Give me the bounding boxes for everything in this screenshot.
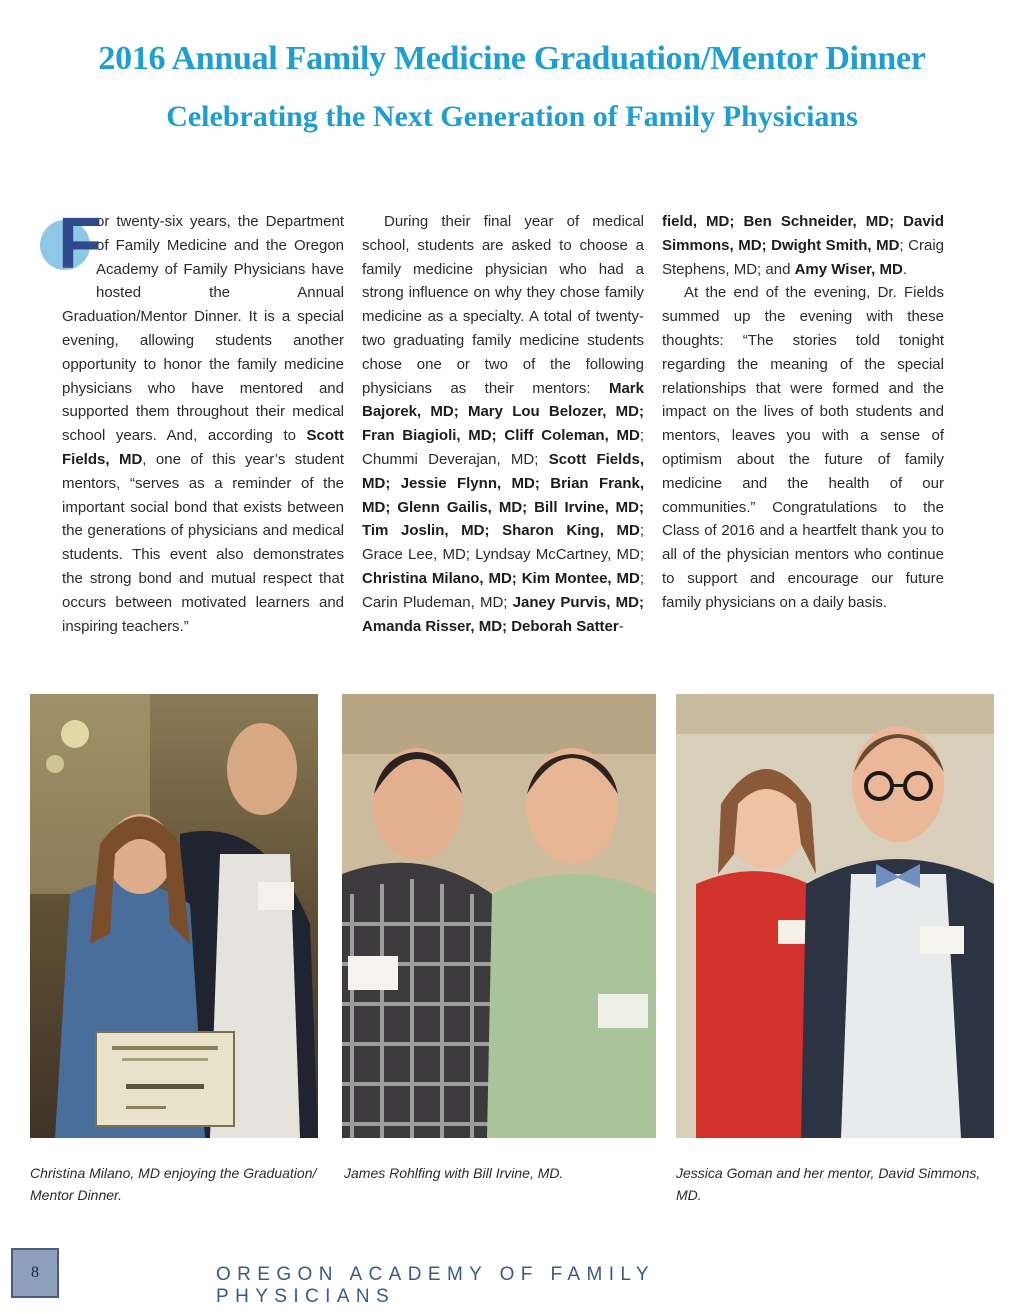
mentor-name: Scott Fields, MD <box>62 427 344 468</box>
paragraph-text: . <box>902 260 907 278</box>
paragraph-text: ; Grace Lee, MD; Lyndsay McCartney, MD; <box>362 522 644 564</box>
paragraph-text: During their final year of medical school, students are asked to choose a family medicine physician who had a strong influence on why they chose family medicine as a specialty. A total of twenty-two graduating family medicine students chose one or two of the following physicians as their mentors: <box>362 213 644 397</box>
paragraph-mentors: During their final year of medical school, students are asked to choose a family medicine physician who had a strong influence on why they chose family medicine as a specialty. A total of twenty-two graduating family medicine students chose one or two of the following physicians as their mentors: Mark Bajorek, MD; Mary Lou Belozer, MD; Fran Biagioli, MD; Cliff Coleman, MD; Chummi Deverajan, MD; Scott Fields, MD; Jessie Flynn, MD; Brian Frank, MD; Glenn Gailis, MD; Bill Irvine, MD; Tim Joslin, MD; Sharon King, MD; Grace Lee, MD; Lyndsay McCartney, MD; Christina Milano, MD; Kim Montee, MD; Carin Pludeman, MD; Janey Purvis, MD; Amanda Risser, MD; Deborah Satter- <box>362 213 644 635</box>
article-column-2 <box>362 210 644 638</box>
photo-christina-milano <box>30 694 318 1138</box>
page-subtitle: Celebrating the Next Generation of Family Physicians <box>166 100 858 133</box>
paragraph-closing: At the end of the evening, Dr. Fields summed up the evening with these thoughts: “The stories told tonight regarding the meaning of the special relationships that were formed and the impact on the lives of both students and mentors, leaves you with a sense of optimism about the future of family medicine and the health of our communities.” Congratulations to the Class of 2016 and a heartfelt thank you to all of the physician mentors who continue to support and encourage our future family physicians on a daily basis. <box>662 284 944 611</box>
photo-illustration <box>676 694 994 1138</box>
paragraph-mentors-cont <box>662 210 944 281</box>
photo-caption: Jessica Goman and her mentor, David Simmons, MD. <box>676 1165 981 1203</box>
page-title: 2016 Annual Family Medicine Graduation/Mentor Dinner <box>98 40 926 77</box>
article-column-1 <box>58 204 344 638</box>
dropcap-letter: F <box>58 204 102 284</box>
mentor-names: Christina Milano, MD; Kim Montee, MD <box>362 569 640 587</box>
photo-illustration <box>30 694 318 1138</box>
mentor-names: Mark Bajorek, MD; Mary Lou Belozer, MD; Fran Biagioli, MD; Cliff Coleman, MD <box>362 379 644 445</box>
mentor-names: Scott Fields, MD; Jessie Flynn, MD; Brian Frank, MD; Glenn Gailis, MD; Bill Irvine, MD; Tim Joslin, MD; Sharon King, MD <box>362 450 644 540</box>
page-number-box <box>11 1248 59 1298</box>
photo-jessica-goman-david-simmons <box>676 694 994 1138</box>
paragraph-text: ; Craig Stephens, MD; and <box>662 236 944 278</box>
photo-james-rohlfing-bill-irvine <box>342 694 656 1138</box>
dropcap <box>40 204 102 284</box>
paragraph-text: or twenty-six years, the Department of Family Medicine and the Oregon Academy of Family Physicians have hosted the Annual Graduation/Mentor Dinner. It is a special evening, allowing students another opportunity to honor the family medicine physicians who have mentored and supported them throughout their medical school years. And, according to <box>62 213 344 445</box>
footer-organization: OREGON ACADEMY OF FAMILY PHYSICIANS <box>216 1264 655 1307</box>
photo-caption: Christina Milano, MD enjoying the Graduation/ Mentor Dinner. <box>30 1165 317 1203</box>
photo-illustration <box>342 694 656 1138</box>
photo-caption: James Rohlfing with Bill Irvine, MD. <box>344 1165 564 1181</box>
paragraph-intro <box>58 204 344 638</box>
page-number: 8 <box>31 1264 39 1281</box>
mentor-names: Janey Purvis, MD; Amanda Risser, MD; Deborah Satter <box>362 593 644 635</box>
paragraph-text: , one of this year’s student mentors, “serves as a reminder of the important social bond that exists between the generations of physicians and medical students. This event also demonstrates the strong bond and mutual respect that occurs between motivated learners and inspiring teachers.” <box>62 450 344 635</box>
paragraph-text: ; Chummi Deverajan, MD; <box>362 427 644 468</box>
paragraph-text: ; Carin Pludeman, MD; <box>362 569 644 611</box>
article-column-3 <box>662 210 944 615</box>
mentor-names: Amy Wiser, MD <box>794 260 903 278</box>
mentor-names: field, MD; Ben Schneider, MD; David Simmons, MD; Dwight Smith, MD <box>662 213 944 254</box>
